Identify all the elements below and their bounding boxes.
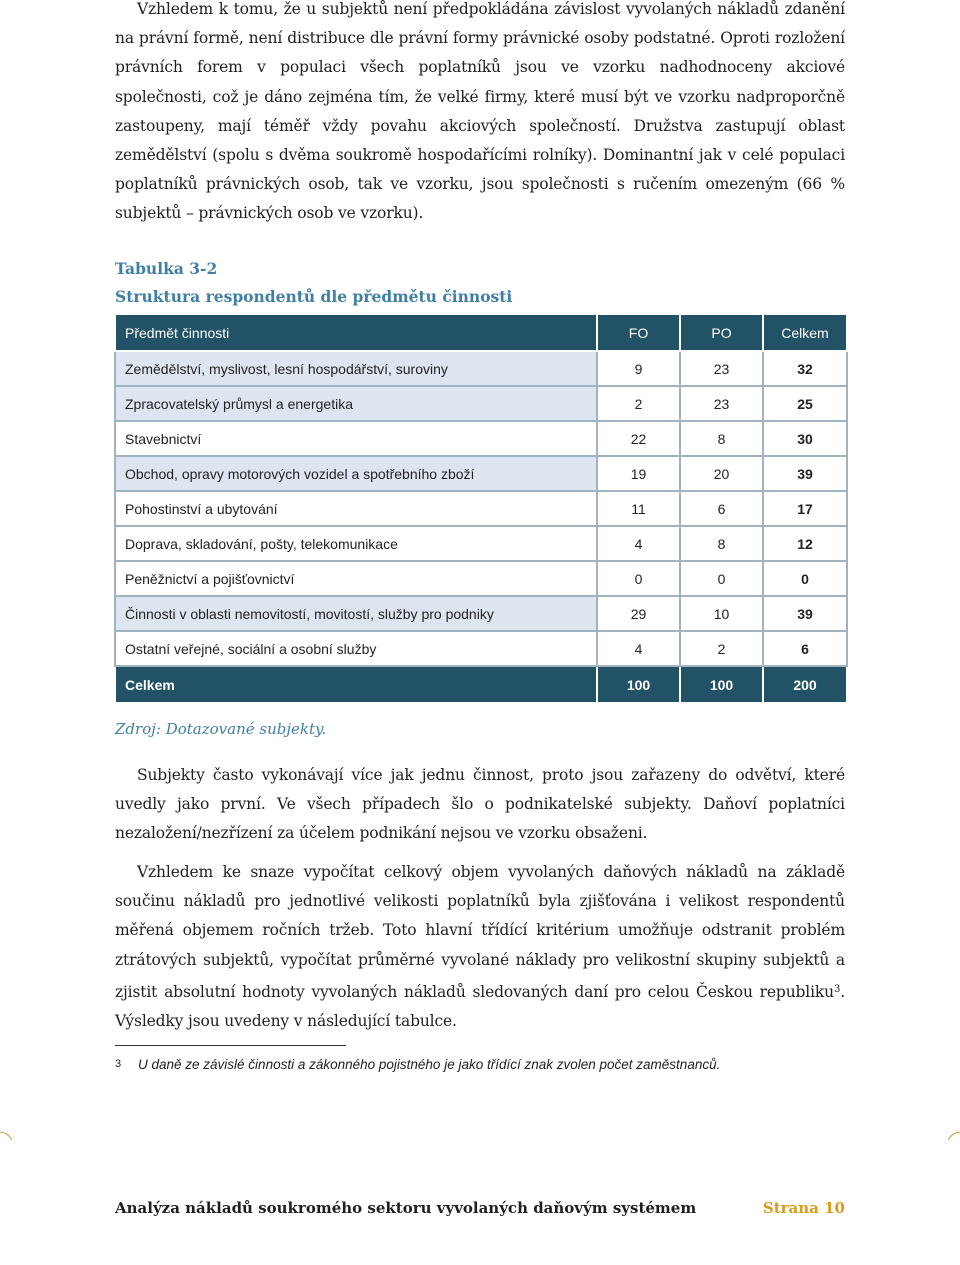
header-fo: FO — [597, 314, 680, 351]
paragraph-size-criterion — [115, 858, 845, 1036]
row-po: 0 — [680, 561, 763, 596]
table-row — [115, 631, 847, 666]
row-label: Doprava, skladování, pošty, telekomunikace — [115, 526, 597, 561]
row-fo: 11 — [597, 491, 680, 526]
row-total: 39 — [763, 596, 847, 631]
table-caption-title: Struktura respondentů dle předmětu činnosti — [115, 287, 513, 306]
paragraph-size-end: . Výsledky jsou uvedeny v následující tabulce. — [115, 982, 845, 1031]
row-label: Peněžnictví a pojišťovnictví — [115, 561, 597, 596]
row-total: 12 — [763, 526, 847, 561]
footnote-separator — [115, 1045, 346, 1046]
table-caption-number: Tabulka 3-2 — [115, 259, 218, 278]
table-row — [115, 596, 847, 631]
header-activity: Předmět činnosti — [115, 314, 597, 351]
footnote-number: 3 — [115, 1058, 122, 1070]
row-label: Pohostinství a ubytování — [115, 491, 597, 526]
header-po: PO — [680, 314, 763, 351]
table-source: Zdroj: Dotazované subjekty. — [115, 720, 327, 738]
row-po: 8 — [680, 421, 763, 456]
paragraph-legal-forms: Vzhledem k tomu, že u subjektů není předpokládána závislost vyvolaných nákladů zdanění na právní formě, není distribuce dle právní formy právnické osoby podstatné. Oproti rozložení právních forem v populaci všech poplatníků jsou ve vzorku nadhodnoceny akciové společnosti, což je dáno zejména tím, že velké firmy, které musí být ve vzorku nadproporčně zastoupeny, mají téměř vždy povahu akciových společností. Družstva zastupují oblast zemědělství (spolu s dvěma soukromě hospodařícími rolníky). Dominantní jak v celé populaci poplatníků právnických osob, tak ve vzorku, jsou společnosti s ručením omezeným (66 % subjektů – právnických osob ve vzorku). — [115, 0, 845, 223]
table-row — [115, 386, 847, 421]
respondents-structure-table — [114, 313, 848, 704]
page-border-decoration — [0, 1100, 960, 1160]
table-row — [115, 456, 847, 491]
row-fo: 19 — [597, 456, 680, 491]
row-label: Zemědělství, myslivost, lesní hospodářství, suroviny — [115, 351, 597, 386]
footer-page-number: Strana 10 — [762, 1199, 845, 1217]
row-total: 0 — [763, 561, 847, 596]
row-fo: 29 — [597, 596, 680, 631]
row-fo: 4 — [597, 631, 680, 666]
total-label: Celkem — [115, 666, 597, 703]
total-all: 200 — [763, 666, 847, 703]
total-po: 100 — [680, 666, 763, 703]
row-fo: 0 — [597, 561, 680, 596]
row-fo: 22 — [597, 421, 680, 456]
row-total: 39 — [763, 456, 847, 491]
footnote-text: U daně ze závislé činnosti a zákonného pojistného je jako třídící znak zvolen počet zaměstnanců. — [138, 1057, 721, 1072]
row-total: 17 — [763, 491, 847, 526]
footnote-reference: 3 — [834, 983, 841, 995]
row-po: 6 — [680, 491, 763, 526]
row-po: 23 — [680, 386, 763, 421]
table-row — [115, 526, 847, 561]
table-row — [115, 421, 847, 456]
row-label: Zpracovatelský průmysl a energetika — [115, 386, 597, 421]
table-total-row — [115, 666, 847, 703]
row-total: 25 — [763, 386, 847, 421]
footnote — [115, 1057, 720, 1072]
row-fo: 9 — [597, 351, 680, 386]
row-fo: 4 — [597, 526, 680, 561]
row-total: 6 — [763, 631, 847, 666]
row-total: 32 — [763, 351, 847, 386]
row-po: 23 — [680, 351, 763, 386]
row-total: 30 — [763, 421, 847, 456]
row-label: Stavebnictví — [115, 421, 597, 456]
header-total: Celkem — [763, 314, 847, 351]
paragraph-activities: Subjekty často vykonávají více jak jednu činnost, proto jsou zařazeny do odvětví, které uvedly jako první. Ve všech případech šlo o podnikatelské subjekty. Daňoví poplatníci nezaložení/nezřízení za účelem podnikání nejsou ve vzorku obsaženi. — [115, 766, 845, 843]
table-row — [115, 561, 847, 596]
row-label: Ostatní veřejné, sociální a osobní služby — [115, 631, 597, 666]
row-po: 10 — [680, 596, 763, 631]
row-label: Činnosti v oblasti nemovitostí, movitostí, služby pro podniky — [115, 596, 597, 631]
footer-document-title: Analýza nákladů soukromého sektoru vyvolaných daňovým systémem — [115, 1199, 697, 1217]
row-po: 20 — [680, 456, 763, 491]
table-row — [115, 491, 847, 526]
table-row — [115, 351, 847, 386]
row-po: 8 — [680, 526, 763, 561]
row-fo: 2 — [597, 386, 680, 421]
row-po: 2 — [680, 631, 763, 666]
paragraph-size-text: Vzhledem ke snaze vypočítat celkový objem vyvolaných daňových nákladů na základě součinu nákladů pro jednotlivé velikosti poplatníků byla zjišťována i velikost respondentů měřená objemem ročních tržeb. Toto hlavní třídící kritérium umožňuje odstranit problém ztrátových subjektů, vypočítat průměrné vyvolané náklady pro velikostní skupiny subjektů a zjistit absolutní hodnoty vyvolaných nákladů sledovaných daní pro celou Českou republiku — [115, 863, 845, 1001]
total-fo: 100 — [597, 666, 680, 703]
row-label: Obchod, opravy motorových vozidel a spotřebního zboží — [115, 456, 597, 491]
table-header-row — [115, 314, 847, 351]
